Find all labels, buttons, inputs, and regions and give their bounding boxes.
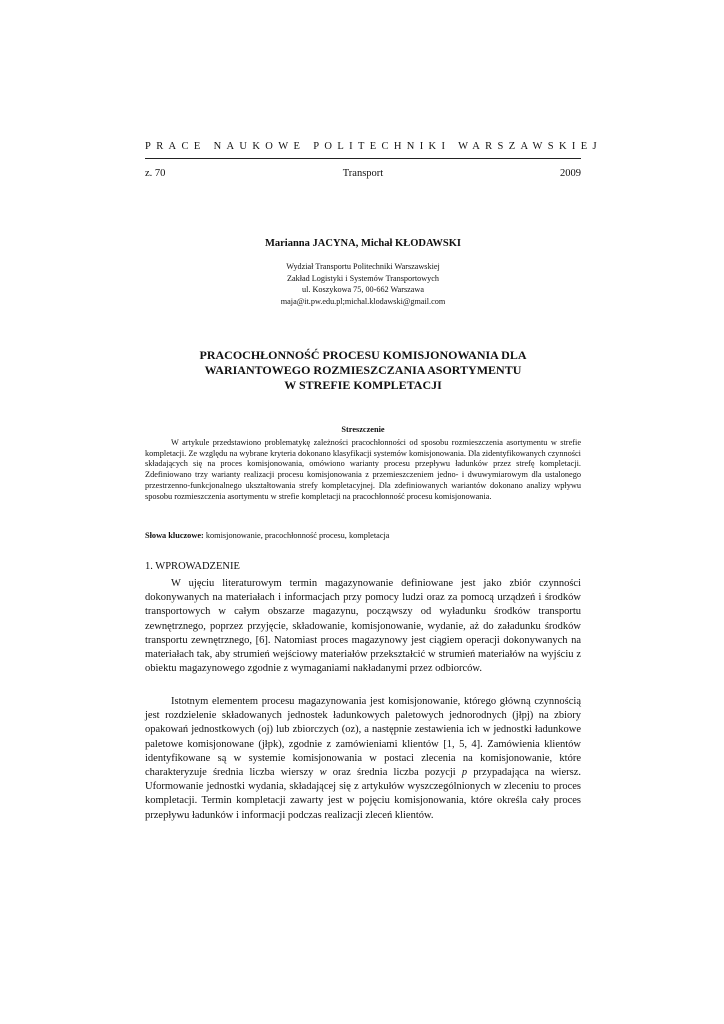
paragraph: W ujęciu literaturowym termin magazynowanie definiowane jest jako zbiór czynności dokonywanych na materiałach i informacjach przy pomocy ludzi oraz za pomocą urządzeń i środków transportowych w całym obszarze magazynu, począwszy od wyładunku środków transportu zewnętrznego, poprzez przyjęcie, składowanie, komisjonowanie, wydanie, aż do załadunku środków transportu zewnętrznego, [6]. Natomiast proces magazynowy jest ciągiem operacji dokonywanych na materiałach tak, aby strumień wejściowy materiałów przekształcić w strumień materiałów na wyjściu z obiektu magazynowego zgodnie z wymaganiami nakładanymi przez odbiorców. <box>145 578 581 675</box>
section-heading: 1. WPROWADZENIE <box>145 561 240 572</box>
abstract-heading: Streszczenie <box>341 425 385 434</box>
affiliation-line: Wydział Transportu Politechniki Warszawskiej <box>286 262 440 271</box>
abstract-text: W artykule przedstawiono problematykę zależności pracochłonności od sposobu rozmieszczenia asortymentu w strefie kompletacji. Ze względu na wybrane kryteria dokonano klasyfikacji systemów komisjonowania. Dla zidentyfikowanych czynności składających się na proces komisjonowania, omówiono warianty procesu przepływu ładunków przez strefę kompletacji. Zdefiniowano trzy warianty realizacji procesu komisjonowania z przemieszczeniem jedno- i dwuwymiarowym dla ustalonego przestrzenno-funkcjonalnego ukształtowania strefy kompletacyjnej. Dla zdefiniowanych wariantów dokonano analizy wpływu sposobu rozmieszczenia asortymentu w strefie kompletacji na pracochłonność procesu komisjonowania. <box>145 438 581 501</box>
keywords-label: Słowa kluczowe: <box>145 531 204 540</box>
paragraph-text: Istotnym elementem procesu magazynowania jest komisjonowanie, którego główną czynnością jest rozdzielenie składowanych jednostek ładunkowych paletowych jednorodnych (jłpj) na zbiory opakowań jednostkowych (oj) lub zbiorczych (oz), a następnie zestawienia ich w jednostki ładunkowe paletowe komisjonowane (jłpk), zgodnie z zamówieniami klientów [1, 5, 4]. Zamówienia klientów identyfikowane są w systemie komisjonowania w postaci zlecenia na komisjonowanie, które charakteryzuje średnia liczba wierszy <box>145 696 581 779</box>
title-line: WARIANTOWEGO ROZMIESZCZANIA ASORTYMENTU <box>204 363 522 377</box>
variable-p: p <box>461 767 468 779</box>
paper-title <box>145 348 581 393</box>
volume-number: z. 70 <box>145 168 166 179</box>
affiliation-line: Zakład Logistyki i Systemów Transportowych <box>287 273 439 283</box>
paragraph-text: oraz średnia liczba pozycji <box>326 767 462 779</box>
journal-name: PRACE NAUKOWE POLITECHNIKI WARSZAWSKIEJ <box>145 141 602 152</box>
affiliation-line: ul. Koszykowa 75, 00-662 Warszawa <box>302 285 424 294</box>
keywords-list: komisjonowanie, pracochłonność procesu, kompletacja <box>203 531 390 540</box>
variable-w: w <box>319 767 327 779</box>
affiliation <box>145 261 581 307</box>
author-emails: maja@it.pw.edu.pl;michal.klodawski@gmail.com <box>280 296 446 306</box>
paragraph-text: przypadająca na wiersz. Uformowanie jednostki wydania, składającej się z artykułów wyszczególnionych w zleceniu to proces kompletacji. Termin kompletacji zawarty jest w pojęciu komisjonowania, które określa cały proces przepływu ładunków i informacji podczas realizacji zleceń klientów. <box>145 767 581 821</box>
publication-year: 2009 <box>560 168 581 179</box>
keywords <box>145 531 581 540</box>
header-rule <box>145 158 581 159</box>
paragraph <box>145 695 581 823</box>
series-name: Transport <box>342 168 384 179</box>
authors: Marianna JACYNA, Michał KŁODAWSKI <box>264 238 461 249</box>
title-line: PRACOCHŁONNOŚĆ PROCESU KOMISJONOWANIA DLA <box>199 348 527 362</box>
title-line: W STREFIE KOMPLETACJI <box>284 378 442 392</box>
